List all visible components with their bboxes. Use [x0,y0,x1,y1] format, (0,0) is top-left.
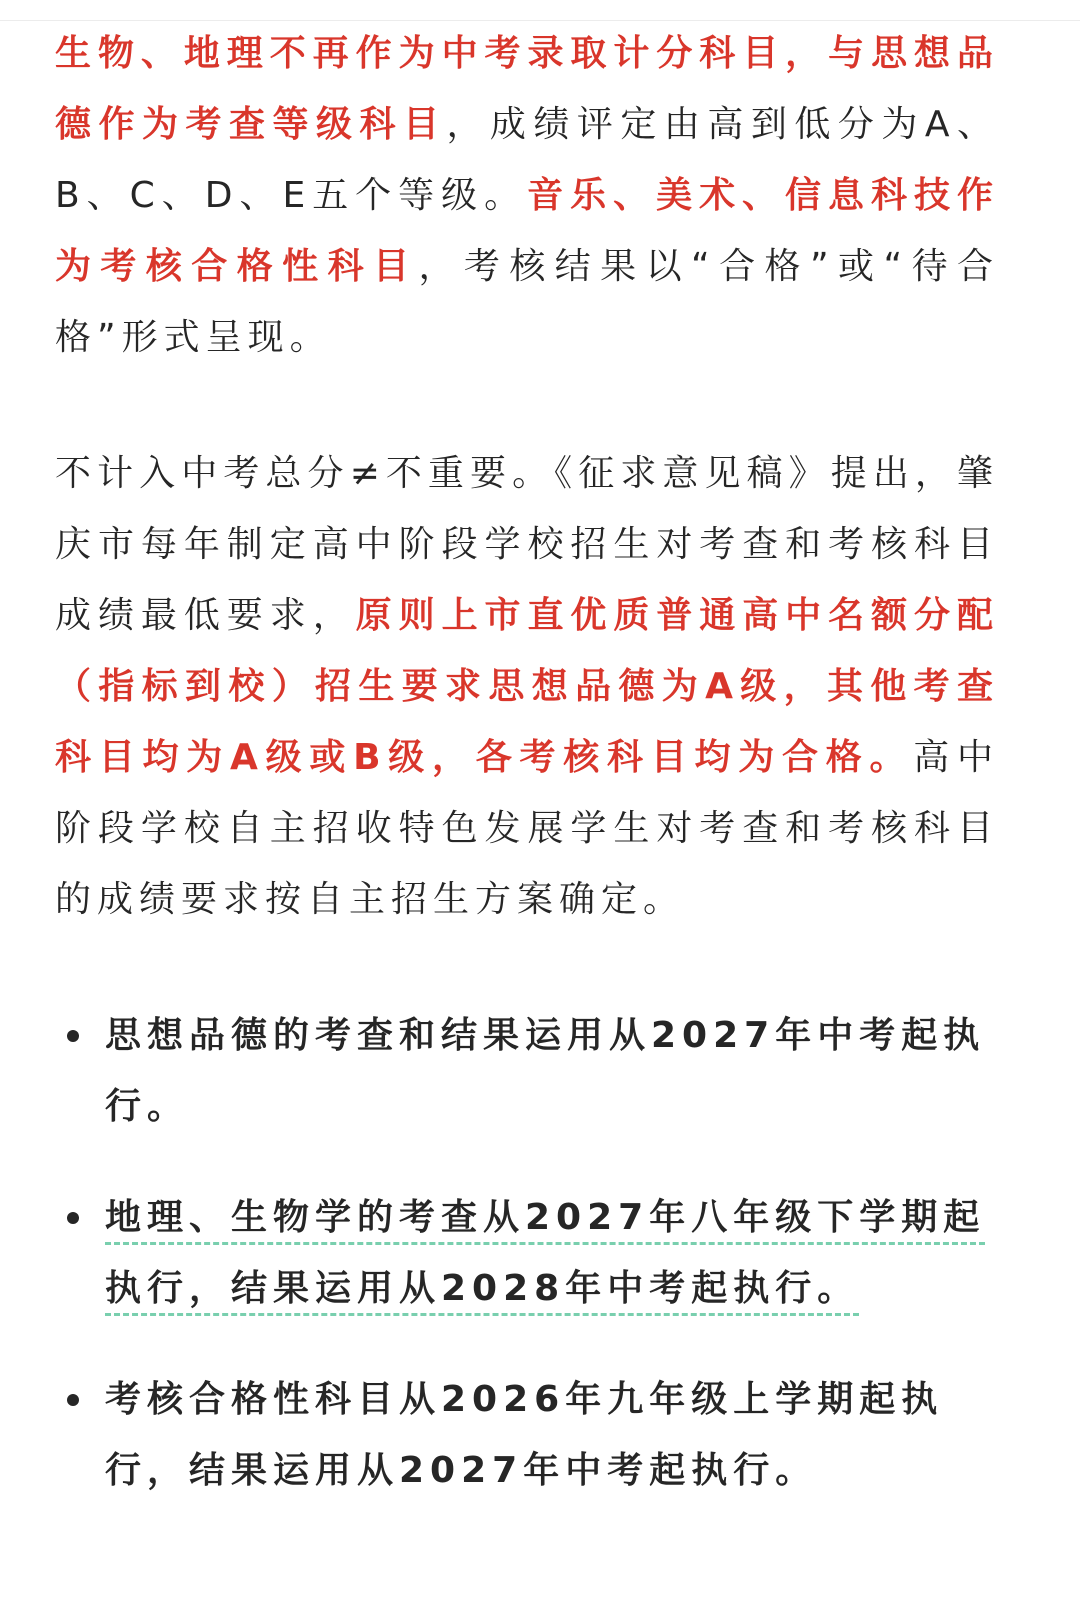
article-body [55,18,999,1506]
body-text: ，考核结果以“合格”或“待合格”形式呈现。 [55,246,999,358]
list-item [55,1000,999,1142]
list-item [55,1182,999,1324]
highlight-text: 原则上市直优质普通高中名额分配（指标到校）招生要求思想品德为A级，其他考查科目均为A级或B级，各考核科目均为合格。 [55,595,999,778]
body-text: 不计入中考总分≠不重要。《征求意见稿》提出，肇庆市每年制定高中阶段学校招生对考查和考核科目成绩最低要求， [55,453,999,636]
body-text: 高中阶段学校自主招收特色发展学生对考查和考核科目的成绩要求按自主招生方案确定。 [55,737,999,920]
list-item-text: 考核合格性科目从2026年九年级上学期起执行，结果运用从2027年中考起执行。 [105,1379,944,1491]
paragraph-requirements [55,438,999,935]
list-item-text[interactable]: 地理、生物学的考查从2027年八年级下学期起执行，结果运用从2028年中考起执行。 [105,1197,985,1316]
bullet-dot-icon [67,1394,79,1406]
list-item-text: 思想品德的考查和结果运用从2027年中考起执行。 [105,1015,986,1127]
schedule-list [55,1000,999,1506]
paragraph-exam-subjects [55,18,999,373]
highlight-text: 音乐、美术、信息科技作为考核合格性科目 [55,175,999,287]
body-text: ，成绩评定由高到低分为A、B、C、D、E五个等级。 [55,104,999,216]
list-item [55,1364,999,1506]
highlight-text: 生物、地理不再作为中考录取计分科目，与思想品德作为考查等级科目 [55,33,999,145]
bullet-dot-icon [67,1212,79,1224]
bullet-dot-icon [67,1030,79,1042]
